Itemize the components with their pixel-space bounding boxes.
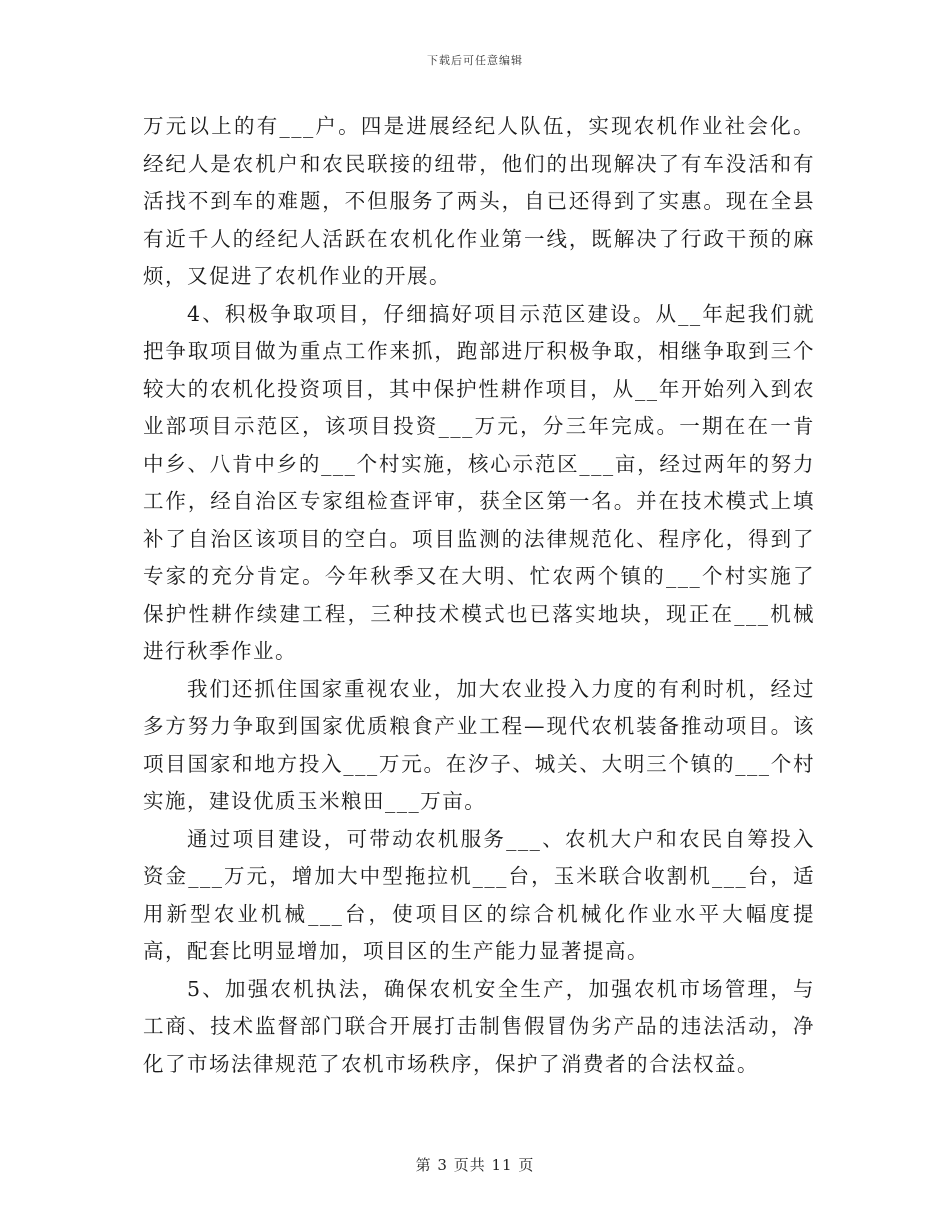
paragraph-continuation: 万元以上的有___户。四是进展经纪人队伍，实现农机作业社会化。经纪人是农机户和农民联接的纽带，他们的出现解决了有车没活和有活找不到车的难题，不但服务了两头，自已还得到了实惠。现在全县有近千人的经纪人活跃在农机化作业第一线，既解决了行政干预的麻烦，又促进了农机作业的开展。 — [143, 114, 815, 288]
page-number: 第 3 页共 11 页 — [415, 1156, 535, 1174]
paragraph-enforcement: 5、加强农机执法，确保农机安全生产，加强农机市场管理，与工商、技术监督部门联合开展打击制售假冒伪劣产品的违法活动，净化了市场法律规范了农机市场秩序，保护了消费者的合法权益。 — [143, 976, 815, 1076]
paragraph-grain-project: 我们还抓住国家重视农业，加大农业投入力度的有利时机，经过多方努力争取到国家优质粮食产业工程—现代农机装备推动项目。该项目国家和地方投入___万元。在汐子、城关、大明三个镇的___个村实施，建设优质玉米粮田___万亩。 — [143, 676, 815, 813]
document-body — [143, 108, 815, 1083]
page-header: 下载后可任意编辑 — [427, 54, 523, 67]
paragraph-project-demo: 4、积极争取项目，仔细搞好项目示范区建设。从__年起我们就把争取项目做为重点工作来抓，跑部进厅积极争取，相继争取到三个较大的农机化投资项目，其中保护性耕作项目，从__年开始列入到农业部项目示范区，该项目投资___万元，分三年完成。一期在在一肯中乡、八肯中乡的___个村实施，核心示范区___亩，经过两年的努力工作，经自治区专家组检查评审，获全区第一名。并在技术模式上填补了自治区该项目的空白。项目监测的法律规范化、程序化，得到了专家的充分肯定。今年秋季又在大明、忙农两个镇的___个村实施了保护性耕作续建工程，三种技术模式也已落实地块，现正在___机械进行秋季作业。 — [143, 301, 815, 663]
paragraph-project-benefits: 通过项目建设，可带动农机服务___、农机大户和农民自筹投入资金___万元，增加大中型拖拉机___台，玉米联合收割机___台，适用新型农业机械___台，使项目区的综合机械化作业水平大幅度提高，配套比明显增加，项目区的生产能力显著提高。 — [143, 826, 815, 963]
